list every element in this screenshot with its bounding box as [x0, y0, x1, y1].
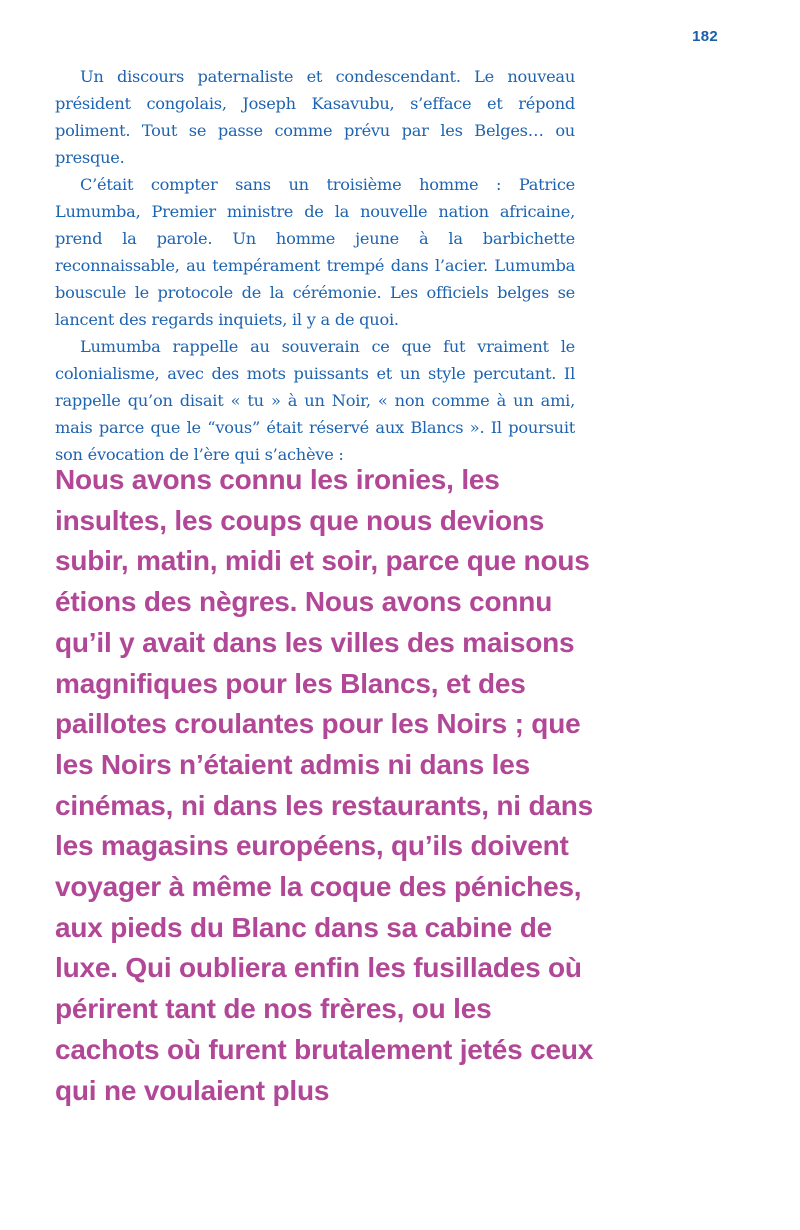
- quote-block: [55, 460, 595, 1111]
- paragraph: C’était compter sans un troisième homme : Patrice Lumumba, Premier ministre de la nouvelle nation africaine, prend la parole. Un homme jeune à la barbichette reconnaissable, au tempérament trempé dans l’acier. Lumumba bouscule le protocole de la cérémonie. Les officiels belges se lancent des regards inquiets, il y a de quoi.: [55, 175, 575, 329]
- paragraph: Lumumba rappelle au souverain ce que fut vraiment le colonialisme, avec des mots puissants et un style percutant. Il rappelle qu’on disait « tu » à un Noir, « non comme à un ami, mais parce que le “vous” était réservé aux Blancs ». Il poursuit son évocation de l’ère qui s’achève :: [55, 337, 575, 464]
- quote-text: Nous avons connu les ironies, les insultes, les coups que nous devions subir, matin, midi et soir, parce que nous étions des nègres. Nous avons connu qu’il y avait dans les villes des maisons magnifiques pour les Blancs, et des paillotes croulantes pour les Noirs ; que les Noirs n’étaient admis ni dans les cinémas, ni dans les restaurants, ni dans les magasins européens, qu’ils doivent voyager à même la coque des péniches, aux pieds du Blanc dans sa cabine de luxe. Qui oubliera enfin les fusillades où périrent tant de nos frères, ou les cachots où furent brutalement jetés ceux qui ne voulaient plus: [55, 464, 594, 1106]
- page-number: 182: [692, 28, 718, 45]
- body-text: [55, 63, 575, 468]
- paragraph: Un discours paternaliste et condescendant. Le nouveau président congolais, Joseph Kasavubu, s’efface et répond poliment. Tout se passe comme prévu par les Belges… ou presque.: [55, 67, 575, 167]
